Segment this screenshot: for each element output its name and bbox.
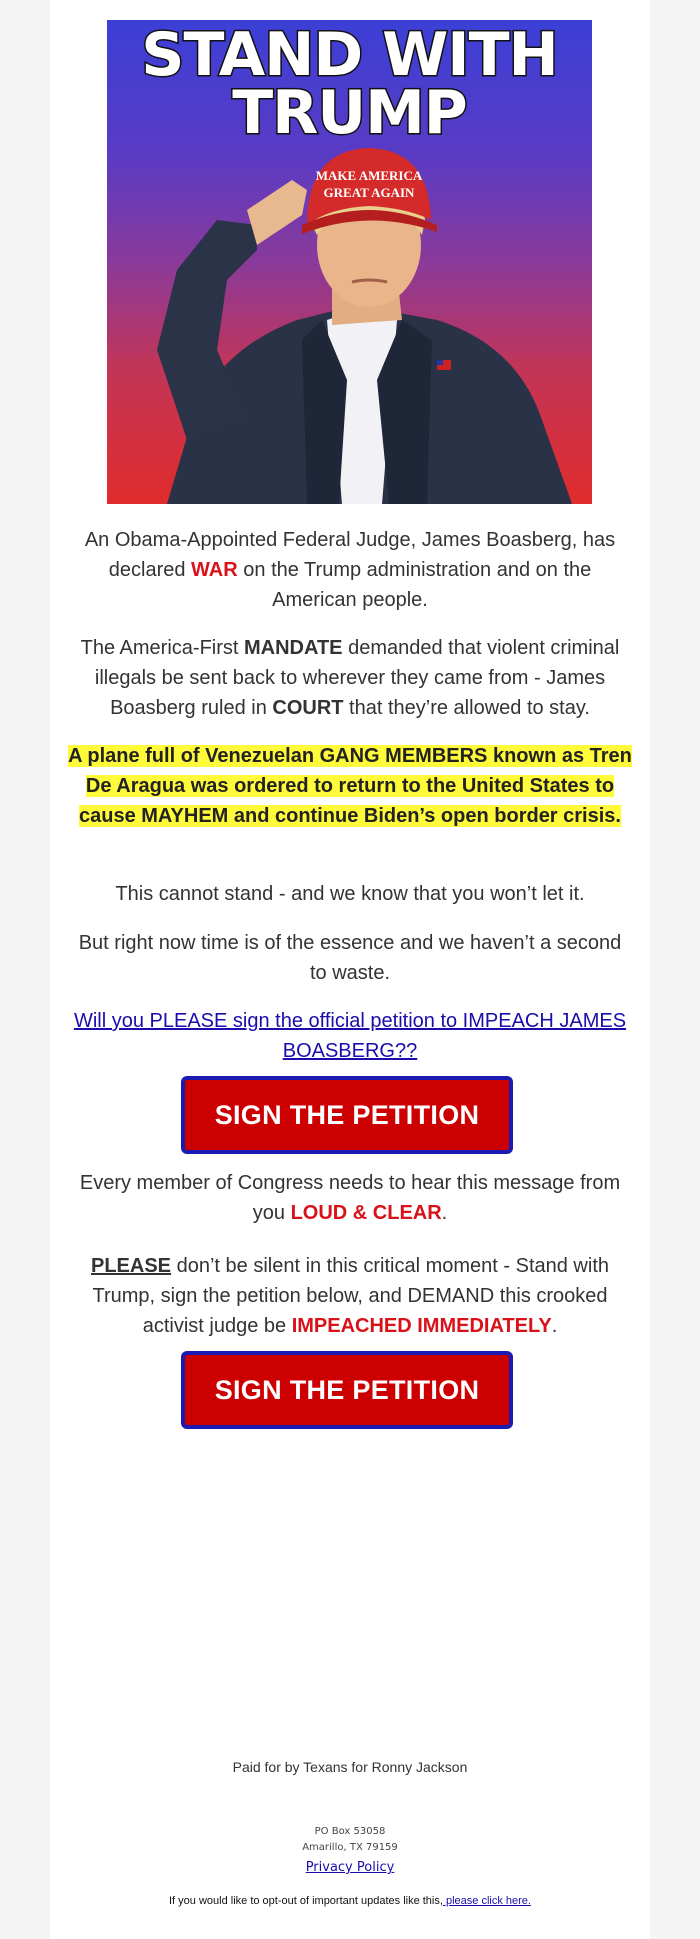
sign-petition-button-1[interactable]: SIGN THE PETITION [181, 1076, 513, 1154]
p2-court: COURT [272, 697, 344, 719]
p2-mandate: MANDATE [244, 637, 343, 659]
p7-impeached: IMPEACHED IMMEDIATELY [291, 1315, 552, 1337]
address-line-1: PO Box 53058 [314, 1826, 386, 1837]
address-line-2: Amarillo, TX 79159 [302, 1842, 398, 1853]
p2-text-a: The America-First [80, 637, 244, 659]
optout-text: If you would like to opt-out of important updates like this, [169, 1895, 443, 1907]
hero-title [107, 20, 592, 148]
privacy-policy [50, 1860, 650, 1875]
p7-text-b: . [551, 1315, 558, 1337]
paragraph-6 [70, 1168, 630, 1228]
paragraph-4: This cannot stand - and we know that you won’t let it. [115, 883, 585, 905]
p6-text-a: Every member of Congress needs to hear this message from you [79, 1172, 621, 1224]
paragraph-2 [70, 633, 630, 723]
hero-title-line2: TRUMP [232, 78, 467, 148]
paid-for-disclaimer: Paid for by Texans for Ronny Jackson [232, 1759, 468, 1775]
p2-text-b: demanded that violent criminal illegals be sent back to wherever they came from - James Boasberg ruled in [94, 637, 620, 719]
paragraph-1 [70, 525, 630, 615]
optout-notice [50, 1895, 650, 1907]
p2-text-c: that they’re allowed to stay. [343, 697, 590, 719]
hero-title-line1: STAND WITH [141, 20, 558, 90]
paragraph-3-highlight [68, 741, 632, 831]
email-body [50, 0, 650, 1939]
p1-text-a: An Obama-Appointed Federal Judge, James Boasberg, has declared [84, 529, 616, 581]
p1-war: WAR [191, 559, 238, 581]
hero-image [107, 20, 592, 504]
paragraph-5: But right now time is of the essence and we haven’t a second to waste. [78, 932, 622, 984]
p1-text-b: on the Trump administration and on the American people. [237, 559, 592, 611]
hat-text-line1: MAKE AMERICA [315, 168, 423, 183]
petition-link[interactable]: Will you PLEASE sign the official petition to IMPEACH JAMES BOASBERG?? [73, 1010, 627, 1062]
privacy-policy-link[interactable]: Privacy Policy [305, 1860, 395, 1875]
optout-link[interactable]: please click here. [442, 1895, 531, 1907]
petition-link-paragraph [70, 1006, 630, 1066]
p6-text-b: . [441, 1202, 448, 1224]
sign-petition-button-2[interactable]: SIGN THE PETITION [181, 1351, 513, 1429]
p3-highlight-text: A plane full of Venezuelan GANG MEMBERS known as Tren De Aragua was ordered to return to the United States to cause MAYHEM and continue Biden’s open border crisis. [68, 745, 632, 827]
hat-text-line2: GREAT AGAIN [323, 185, 415, 200]
p6-loud-clear: LOUD & CLEAR [290, 1202, 442, 1224]
p7-text-a: don’t be silent in this critical moment - Stand with Trump, sign the petition below, and DEMAND this crooked activist judge be [92, 1255, 609, 1337]
paragraph-7 [70, 1251, 630, 1341]
p7-please: PLEASE [91, 1255, 172, 1277]
